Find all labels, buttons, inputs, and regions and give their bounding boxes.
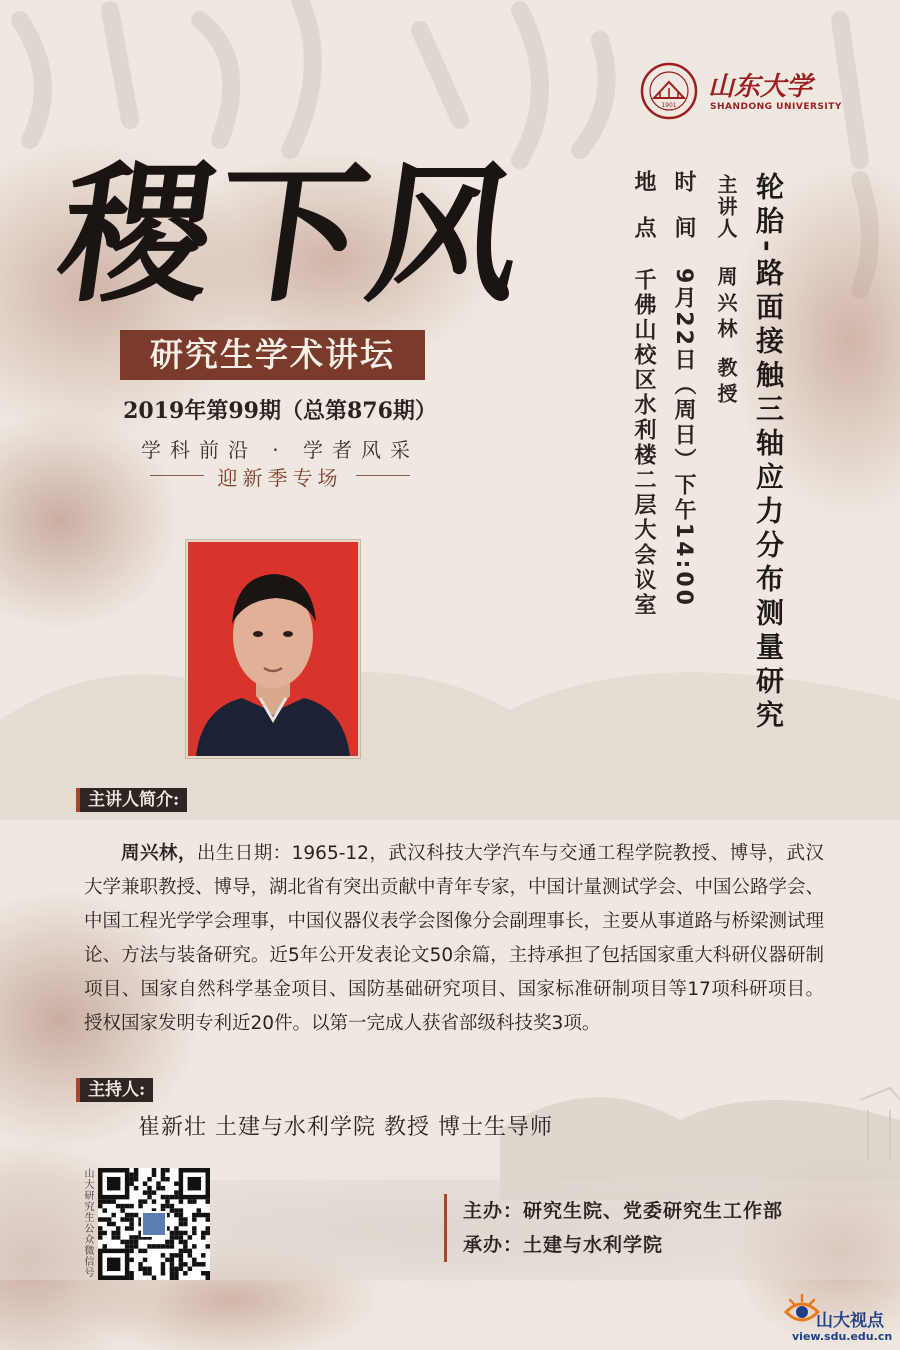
host-info: 崔新壮 土建与水利学院 教授 博士生导师	[138, 1115, 553, 1140]
university-seal-icon	[640, 62, 698, 120]
university-name: 山东大学	[708, 72, 813, 102]
time-column	[668, 170, 699, 608]
university-name-en: SHANDONG UNIVERSITY	[710, 102, 842, 112]
time-value: 9月22日（周日）下午14:00	[671, 268, 696, 608]
lecture-title: 轮胎-路面接触三轴应力分布测量研究	[752, 172, 785, 734]
wechat-qr-code-icon	[98, 1168, 210, 1280]
bio-text: 出生日期：1965-12，武汉科技大学汽车与交通工程学院教授、博导，武汉大学兼职教授、博导，湖北省有突出贡献中青年专家，中国计量测试学会、中国公路学会、中国工程光学学会理事，中国仪器仪表学会图像分会副理事长，主要从事道路与桥梁测试理论、方法与装备研究。近5年公开发表论文50余篇，主持承担了包括国家重大科研仪器研制项目、国家自然科学基金项目、国防基础研究项目、国家标准研制项目等17项科研项目。授权国家发明专利近20件。以第一完成人获省部级科技奖3项。	[84, 842, 825, 1034]
issue-number: 2019年第99期（总第876期）	[123, 398, 437, 424]
watermark-name: 山大视点	[816, 1311, 884, 1331]
organizer: 主办：研究生院、党委研究生工作部	[463, 1200, 784, 1222]
forum-banner: 研究生学术讲坛	[120, 330, 425, 380]
season-label: 迎新季专场	[150, 462, 410, 488]
place-label: 地点	[631, 170, 656, 262]
speaker-bio-tag: 主讲人简介:	[76, 788, 187, 812]
watermark-url: view.sdu.edu.cn	[792, 1330, 893, 1343]
time-label: 时间	[671, 170, 696, 262]
host-tag: 主持人:	[76, 1078, 153, 1102]
qr-label: 山大研究生公众微信号	[82, 1168, 93, 1278]
seal-year: 1901	[661, 102, 677, 109]
slogan: 学科前沿 · 学者风采	[140, 438, 420, 462]
calligraphy-title: 稷下风	[49, 147, 537, 323]
speaker-portrait-icon	[188, 542, 358, 756]
speaker-label: 主讲人	[714, 174, 738, 240]
site-watermark	[782, 1292, 896, 1348]
speaker-name: 周兴林 教授	[714, 266, 738, 409]
speaker-column	[712, 174, 741, 409]
university-logo	[640, 62, 842, 122]
speaker-photo	[186, 540, 360, 758]
bio-speaker-name: 周兴林，	[121, 842, 197, 864]
place-value: 千佛山校区水利楼二层大会议室	[631, 268, 656, 618]
place-column	[628, 170, 659, 618]
co-organizer: 承办：土建与水利学院	[463, 1234, 664, 1256]
organizers	[444, 1194, 783, 1262]
speaker-bio	[84, 837, 824, 1041]
